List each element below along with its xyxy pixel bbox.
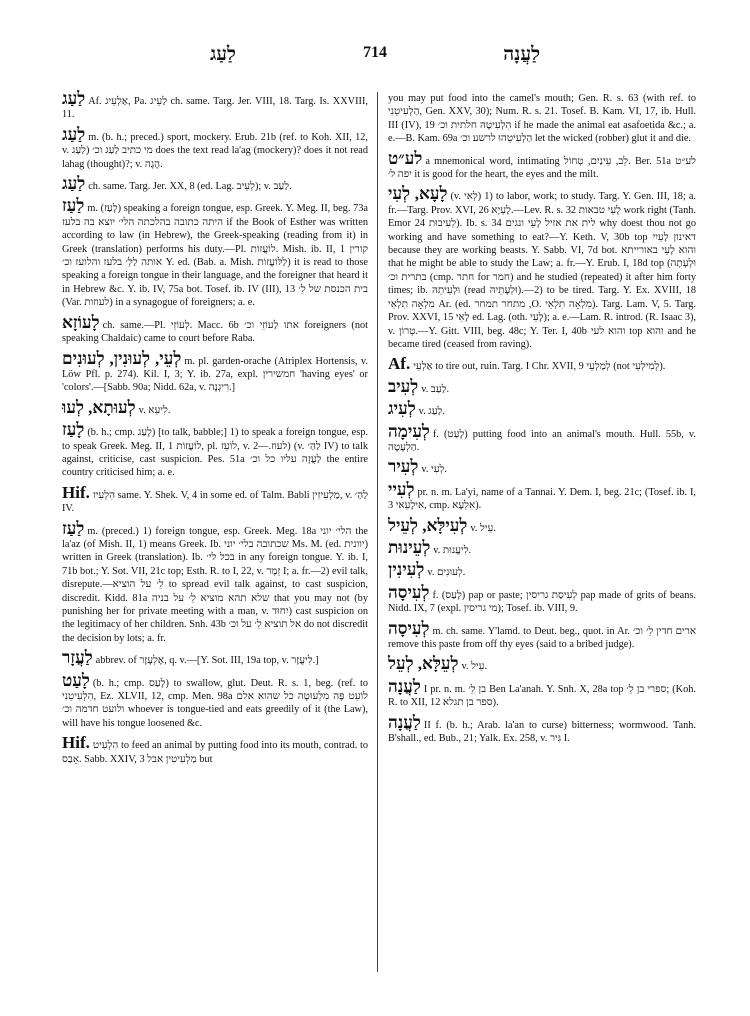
dictionary-entry xyxy=(388,457,696,477)
entry-headword: לַעַז xyxy=(62,518,85,538)
dictionary-entry xyxy=(388,399,696,419)
dictionary-entry xyxy=(388,676,696,710)
dictionary-entry xyxy=(388,654,696,674)
dictionary-entry xyxy=(388,712,696,746)
left-column xyxy=(62,89,369,772)
dictionary-entry xyxy=(388,148,696,182)
entry-text: m. (b. h.; preced.) sport, mockery. Erub. 21b (ref. to Koh. XII, 12, v. לַעַג) מי כתיב לַעַג וכ׳ does the text read la'ag (mockery)? does it not read lahag (thought)?; v. הָגָה. xyxy=(62,131,368,170)
dictionary-entry xyxy=(388,515,696,535)
dictionary-entry xyxy=(62,196,368,309)
dictionary-entry xyxy=(388,421,696,455)
dictionary-entry xyxy=(62,348,368,395)
entry-text: ch. same. Targ. Jer. XX, 8 (ed. Lag. לְעֵיב); v. לַעַב. xyxy=(88,181,292,193)
entry-text: v. עֵיל. xyxy=(470,522,496,534)
dictionary-entry xyxy=(62,733,368,766)
entry-text: ch. same.—Pl. לְעוֹזֵי. Macc. 6b אתו לַעוֹזֵי וכ׳ foreigners (not speaking Chaldaic) came to court before Raba. xyxy=(62,319,368,345)
entry-text: you may put food into the camel's mouth; Gen. R. s. 63 (with ref. to הַלְעִיטֵנִי, Gen. XXV, 30); Num. R. s. 21. Tosef. B. Kam. VI, 17, ib. Hull. III (IV), 19 הִלְעִיטָהּ חלתית וכ׳ if he made the animal eat asafoetida &c.; a. e.—B. Kam. 69a הַלְעִיטֵהוּ לרשע וכ׳ let the wicked (robber) glut it and die. xyxy=(388,93,696,145)
dictionary-entry xyxy=(388,184,697,351)
entry-headword: לָעָא, לְעִי xyxy=(388,184,448,204)
entry-headword: לְעִיסָה xyxy=(388,618,430,638)
entry-headword: לְעִיסָה xyxy=(388,582,430,602)
page-header xyxy=(60,44,690,72)
page-number: 714 xyxy=(363,44,387,61)
entry-headword: לְעֵלָּא, לְעֵל xyxy=(388,654,459,674)
entry-text: f. (לָעַט) putting food into an animal's mouth. Hull. 55b, v. הַלְעָטָה. xyxy=(388,428,696,453)
entry-headword: לַעַג xyxy=(62,124,86,144)
dictionary-entry xyxy=(62,174,368,194)
entry-headword: Af. xyxy=(388,354,411,374)
entry-headword: לְעִילָּא, לְעֵיל xyxy=(388,515,468,535)
dictionary-entry xyxy=(62,420,369,480)
entry-text: pr. n. m. La'yi, name of a Tannai. Y. Dem. I, beg. 21c; (Tosef. ib. I, 3 אִילָעֵאי, cmp. אִלְעָא). xyxy=(388,486,696,512)
entry-headword: לַעַז xyxy=(62,196,85,216)
dictionary-entry xyxy=(388,582,696,616)
entry-text: (b. h.; cmp. לָעַס) to swallow, glut. Deut. R. s. 1, beg. (ref. to הִלְעִיטֵנִי, Ez. XLVII, 12, cmp. Men. 98a לוֹעֵט פֶּה מִלְּעוּטָה כל שהוא אלם ולועט חדמה וכ׳ whoever is tongue-tied and eats greedily of it (the Law), will have his tongue loosened &c. xyxy=(62,677,369,729)
entry-text: a mnemonical word, intimating לֵב, עֵינַיִם, טְחוֹל. Ber. 51a לע״ט יפה ל׳ it is good for the heart, the eyes and the milt. xyxy=(388,155,696,181)
entry-text: abbrev. of אֶלְעָזָר, q. v.—[Y. Sot. III, 19a top, v. לִיעֲזָר.] xyxy=(95,655,319,667)
dictionary-entry xyxy=(388,560,696,580)
entry-text: v. עֵיל. xyxy=(461,661,488,673)
dictionary-entry xyxy=(62,518,369,646)
entry-headword: לְעִיג xyxy=(388,399,416,419)
entry-text: m. (preced.) 1) foreign tongue, esp. Greek. Meg. 18a הלי׳ יוני the la'az (of Mish. II, 1) means Greek. Ib. שכתובה בלי׳ יוני Ms. M. (ed. יוונית) written in Greek (translation). Ib. בכל לי׳ in any foreign tongue. Y. ib. I, 71b bot.; Y. Sot. VII, 21c top; Esth. R. to I, 22, v. זֵמֶר I; a. fr.—2) evil talk, disrepute.—לֵ׳ על הוציא to spread evil talk against, to cast suspicion, discredit. Kidd. 81a שלא תהא מוציא לֵ׳ על בניה that you may not (by punishing her for private meeting with a man, v. יִחוּד) cast suspicion on the legitimacy of her children. Snh. 43b אל תוציא לֵ׳ על וכ׳ do not discredit the decision by lots; a. fr. xyxy=(62,525,369,644)
entry-headword: Hif. xyxy=(62,482,90,502)
dictionary-entry xyxy=(62,670,369,731)
entry-text: הִלְעִיט to feed an animal by putting food into its mouth, contrad. to אָבַס. Sabb. XXIV, 3 מַלְעִיטִין אבל but xyxy=(62,740,368,765)
entry-text: הִלְעִיז same. Y. Shek. V, 4 in some ed. of Talm. Babli מַלְעִיזִין, v. לַהַ׳ IV. xyxy=(62,489,369,515)
entry-headword: לַעֲנָה xyxy=(388,676,421,696)
entry-headword: לְעוּתָא, לְעוּ xyxy=(62,397,136,417)
entry-text: v. לַעַב. xyxy=(421,383,450,395)
entry-headword: לְעִיר xyxy=(388,457,419,477)
entry-text: II f. (b. h.; Arab. la'an to curse) bitterness; wormwood. Tanh. B'shall., ed. Bub., 21; Yalk. Ex. 258, v. גִּיר I. xyxy=(388,719,696,745)
entry-headword: לָעַט xyxy=(62,670,90,690)
entry-text: f. (לָעַס) pap or paste; לְעִיסַת גריסין pap made of grits of beans. Nidd. IX, 7 (expl. מי גריסין); Tosef. ib. VIII, 9. xyxy=(388,589,696,615)
dictionary-entry xyxy=(388,537,696,557)
left-running-head: לַעַג xyxy=(210,44,236,65)
entry-text: m. pl. garden-orache (Atriplex Hortensis, v. Löw Pfl. p. 274). Kil. I, 3; Y. ib. 27a, expl. חמשירין 'having eyes' or 'colors'.—[Sabb. 90a; Nidd. 62a, v. רִיגְנָה.] xyxy=(62,355,368,394)
dictionary-entry xyxy=(388,618,696,652)
entry-text: v. לְעִי. xyxy=(421,464,447,476)
dictionary-entry xyxy=(388,354,696,374)
entry-headword: לְעִיב xyxy=(388,376,419,396)
entry-headword: לַעַג xyxy=(62,174,86,194)
entry-headword: לַעַג xyxy=(62,89,86,108)
dictionary-entry xyxy=(388,92,696,146)
entry-headword: לָעוֹזָא xyxy=(62,312,100,332)
dictionary-entry xyxy=(62,397,368,417)
entry-headword: לָעַז xyxy=(62,420,85,440)
entry-text: (v. לְאִי) 1) to labor, work; to study. Targ. Y. Gen. III, 18; a. fr.—Targ. Prov. XVI, 26 לָעְיָא.—Lev. R. s. 32 לָעֵי טבאות work right (Tanh. Emor 24 לְעִיבוּת). Ib. s. 34 לית את אזיל לָעֵי ונגים why doest thou not go working and have something to eat?—Y. Keth. V, 30b top דאינון לָעֵיִי because they are working beasts. Y. Sabb. VI, 7d bot. והוא לָעֵי באורייתא that he might be able to study the Law; a. fr.—Y. Erub. I, 18d top (וּלְעָתָה בתרית וכ׳ (cmp. חתר for חמר) and he studied (repeated) it after him forty times; ib. וּלְעֵיתֵהּ (read וּלְעָתֵיהּ).—2) to be tired. Targ. Y. Ex. XVIII, 18 מִלְאָה תִלְאֵי Ar. (ed. מתחר תמחר ,O. מִלְאָה תִלְאֵי). Targ. Lam. V, 5. Targ. Prov. XXVI, 15 לָאֵי ed. Lag. (oth. לָעֵי); a. e.—Lam. R. introd. (R. Isaac 3), v. טְרוֹן.—Y. Gitt. VIII, beg. 48c; Y. Ter. I, 40b והוא לעי top והוא and he became tired (ceased from raving). xyxy=(388,191,697,350)
dictionary-entry xyxy=(62,648,368,668)
dictionary-entry xyxy=(388,479,696,513)
entry-headword: Hif. xyxy=(62,733,90,753)
entry-headword: לְעֵינוּת xyxy=(388,537,431,557)
column-divider xyxy=(377,92,378,972)
entry-headword: לַעֲזָר xyxy=(62,648,93,668)
entry-text: v. לִיעֵא. xyxy=(138,404,171,416)
entry-headword: לְעִימָה xyxy=(388,421,430,441)
entry-text: (b. h.; cmp. לָעַג) [to talk, babble;] 1) to speak a foreign tongue, esp. to speak Greek. Meg. II, 1 לוֹעֲזוֹת, pl. לוֹעֵז, v. לעוז.—2) (v. לַהַ׳ IV) to talk against, criticise, cast suspicion. Pes. 51a לַעֲזָה עליו כל וכ׳ the entire country criticised him; a. e. xyxy=(62,427,369,479)
entry-text: v. לַעַג. xyxy=(418,406,445,418)
entry-headword: לְעֵי, לְעוּנִין, לְעוּנִים xyxy=(62,348,182,368)
entry-headword: לְעִיי xyxy=(388,479,415,499)
entry-text: m. (לָעַז) speaking a foreign tongue, esp. Greek. Y. Meg. II, beg. 73a היתה כתובה בהלכתה הלי׳ יוצא בה בלעז if the Book of Esther was written according to law (in Hebrew), the Greek-speaking (reading from it) in Greek (translation) performs his duty.—Pl. לוֹעֲזוֹת. Mish. ib. II, 1 קורין אותה לַלְּ׳ בלעז והלועז וכ׳ Y. ed. (Bab. a. Mish. לַלּוֹעֲזוֹת) it is read to those speaking a foreign tongue in their language, and the foreigner that heard it in Hebrew &c. Y. ib. IV, 75a bot. Tosef. ib. IV (III), 13 בית הכנסת של לֵ׳ (Var. לעוזות) in a synagogue of foreigners; a. e. xyxy=(62,203,368,309)
right-column xyxy=(388,92,696,751)
entry-text: אַלְעֵי to tire out, ruin. Targ. I Chr. XVII, 9 לְמַלְעֵי (not לְמִילְעֵי). xyxy=(413,361,666,373)
entry-text: v. לְעוּנִים. xyxy=(427,567,466,579)
entry-headword: לע״ט xyxy=(388,148,423,168)
entry-headword: לְעִינִין xyxy=(388,560,425,580)
dictionary-entry xyxy=(62,312,368,346)
entry-text: v. לִיעֲנוּת. xyxy=(433,544,472,556)
entry-text: m. ch. same. Y'lamd. to Deut. beg., quot. in Ar. ארים חדין לֵ׳ וכ׳ remove this paste from off thy eyes (said to a bribed judge). xyxy=(388,625,696,650)
dictionary-entry xyxy=(62,89,368,122)
entry-headword: לַעֲנָה xyxy=(388,712,421,732)
dictionary-entry xyxy=(62,482,369,516)
right-running-head: לַעֲנָה xyxy=(503,44,540,65)
dictionary-entry xyxy=(62,124,368,171)
entry-text: Af. אַלְעֵיג, Pa. לַעֵיג ch. same. Targ. Jer. VIII, 18. Targ. Is. XXVIII, 11. xyxy=(62,96,368,121)
dictionary-entry xyxy=(388,376,696,396)
entry-text: I pr. n. m. בן לֵ׳ Ben La'anah. Y. Snh. X, 28a top ספרי בן לֵ׳; (Koh. R. to XII, 12 ספר בן תגלא). xyxy=(388,683,696,709)
